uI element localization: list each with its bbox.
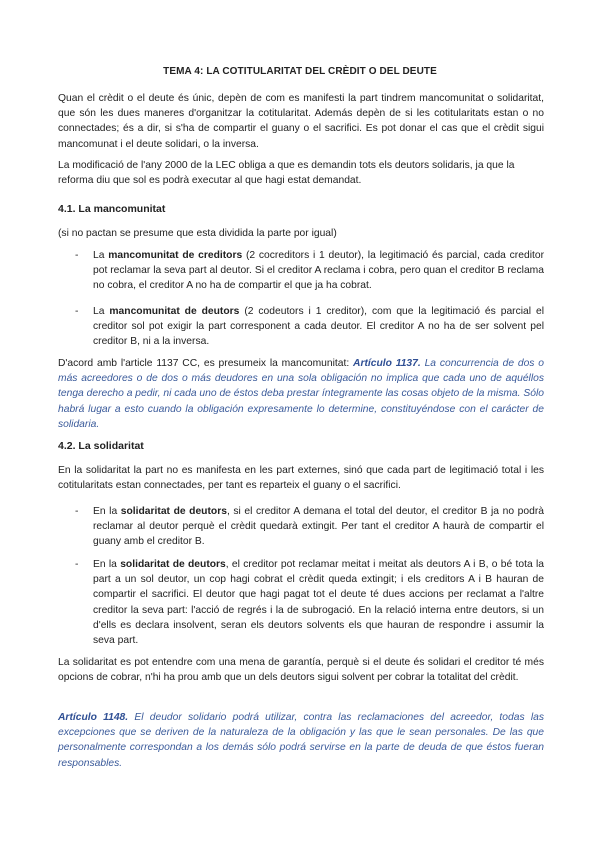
guarantee-paragraph: La solidaritat es pot entendre com una mena de garantía, perquè si el deute és solidari el creditor té més opcions de cobrar, n'hi ha prou amb que un dels deutors sigui solvent per cobrar la totalitat del crèdit. [58, 657, 544, 684]
section-heading-mancomunitat: 4.1. La mancomunitat [58, 203, 166, 215]
article-1137-paragraph [58, 356, 544, 432]
article-reference: Artículo 1148. [58, 712, 129, 723]
section-note: (si no pactan se presume que esta dividida la parte por igual) [58, 228, 337, 239]
item-prefix: La [93, 250, 109, 261]
bullet-marker: - [75, 306, 79, 317]
item-text: (2 cocreditors i 1 deutor), la legitimació és parcial, cada creditor pot reclamar la seva part al deutor. Si el creditor A reclama i cobra, pero quan el creditor B reclama no cobra, el creditor A no ha de compartir el que ja ha cobrat. [93, 250, 544, 292]
item-text: , el creditor pot reclamar meitat i meitat als deutors A i B, o bé tota la part a un sol deutor, un cop hagi cobrat el crèdit queda extingit; i els creditors A i B hauran de compartir el sacrifici. El deutor que hagi pagat tot el deute té dues accions per reclamat a l'altre creditor la seva part: l'acció de regrés i la de subrogació. En la relació interna entre deutors, si un d'ells es declara insolvent, seran els deutors solvents els que hauran de respondre i assumir la seva part. [93, 559, 544, 647]
list-item [93, 504, 544, 550]
article-reference: Artículo 1137. [353, 358, 421, 369]
intro-paragraph: Quan el crèdit o el deute és únic, depèn de com es manifesti la part tindrem mancomunitat o solidaritat, que són les dues maneres d'organitzar la cotitularitat. Además depèn de si les cotitularitats estan o no connectades; és a dir, si s'ha de compartir el guany o el sacrifici. Es pot donar el cas que el crèdit sigui mancomunat i el deute solidari, o la inversa. [58, 93, 544, 150]
item-term: solidaritat de deutors [120, 559, 226, 570]
solidaritat-paragraph: En la solidaritat la part no es manifesta en les part externes, sinó que cada part de legitimació total i les cotitularitats estan connectades, per tant es reparteix el guany o el sacrifici. [58, 465, 544, 492]
item-prefix: En la [93, 559, 121, 570]
article-1148-paragraph [58, 710, 544, 771]
bullet-marker: - [75, 250, 79, 261]
article-quote: El deudor solidario podrá utilizar, contra las reclamaciones del acreedor, todas las excepciones que se deriven de la naturaleza de la obligación y las que le sean personales. De las que personalmente correspondan a los demás sólo podrá servirse en la parte de deuda de que éstos fueran responsables. [58, 712, 544, 769]
item-term: mancomunitat de deutors [109, 306, 240, 317]
item-text: (2 codeutors i 1 creditor), com que la legitimació és parcial el creditor sol pot exigir la part corresponent a cada deutor. El creditor A no ha de ser solvent pel creditor B, ni a la inversa. [93, 306, 544, 348]
item-term: solidaritat de deutors [120, 506, 227, 517]
article-intro: D'acord amb l'article 1137 CC, es presumeix la mancomunitat: [58, 358, 354, 369]
list-item [93, 557, 544, 648]
item-text: , si el creditor A demana el total del deutor, el creditor B ja no podrà reclamar al deutor perquè el crèdit quedarà extingit. Per tant el creditor A haurà de compartir el guany amb el creditor B. [93, 506, 544, 548]
section-heading-solidaritat: 4.2. La solidaritat [58, 440, 144, 452]
intro-paragraph-2: La modificació de l'any 2000 de la LEC obliga a que es demandin tots els deutors solidaris, ja que la reforma diu que sol es podrà executar al que hagi estat demandat. [58, 160, 515, 187]
page-title: TEMA 4: LA COTITULARITAT DEL CRÈDIT O DEL DEUTE [163, 66, 437, 77]
list-item [93, 248, 544, 294]
item-prefix: En la [93, 506, 121, 517]
item-prefix: La [93, 306, 110, 317]
bullet-marker: - [75, 506, 79, 517]
list-item [93, 304, 544, 350]
article-quote: La concurrencia de dos o más acreedores o de dos o más deudores en una sola obligación no implica que cada uno de aquéllos tenga derecho a pedir, ni cada uno de éstos deba prestar íntegramente las cosas objeto de la misma. Sólo habrá lugar a esto cuando la obligación expresamente lo determine, constituyéndose con el carácter de solidaria. [58, 358, 545, 430]
bullet-marker: - [75, 559, 79, 570]
item-term: mancomunitat de creditors [108, 250, 243, 261]
